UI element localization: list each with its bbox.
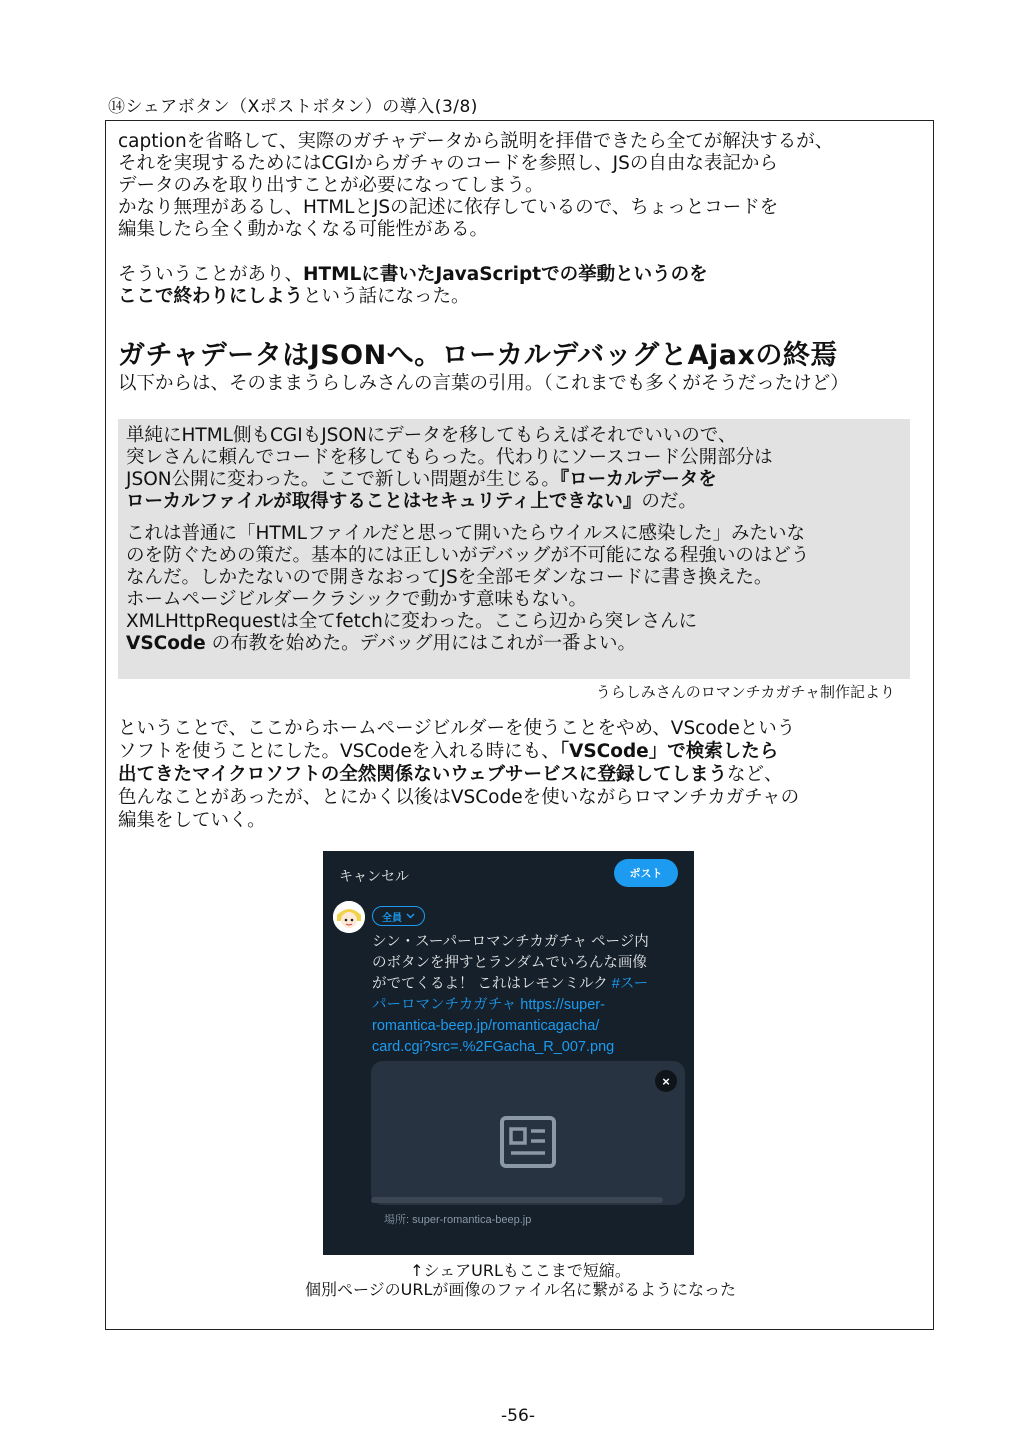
link-preview-card[interactable] <box>371 1061 685 1205</box>
quote-line: ホームページビルダークラシックで動かす意味もない。 <box>126 589 588 610</box>
conclusion-bold: HTMLに書いたJavaScriptでの挙動というのを <box>303 264 708 285</box>
section-heading: ガチャデータはJSONへ。ローカルデバッグとAjaxの終焉 <box>118 340 838 371</box>
intro-line: それを実現するためにはCGIからガチャのコードを参照し、JSの自由な表記から <box>118 153 778 174</box>
post-text-line: のボタンを押すとランダムでいろんな画像 <box>372 955 647 971</box>
card-title-bar <box>371 1197 663 1203</box>
quote-source: うらしみさんのロマンチカガチャ制作記より <box>595 683 895 701</box>
after-line: ということで、ここからホームページビルダーを使うことをやめ、VScodeという <box>118 718 796 739</box>
conclusion-tail: という話になった。 <box>303 286 470 307</box>
quote-line: のだ。 <box>641 491 697 512</box>
post-link-line[interactable]: card.cgi?src=.%2FGacha_R_007.png <box>372 1039 615 1055</box>
after-line: ソフトを使うことにした。VSCodeを入れる時にも、 <box>118 741 560 762</box>
quote-bold: VSCode <box>126 633 206 654</box>
after-bold: 出てきたマイクロソフトの全然関係ないウェブサービスに登録してしまう <box>118 764 728 785</box>
caption-line: ↑シェアURLもここまで短縮。 <box>410 1261 631 1280</box>
chevron-down-icon <box>406 911 415 922</box>
quote-bold: 『ローカルデータを <box>559 469 717 490</box>
page-number: -56- <box>501 1406 535 1426</box>
cancel-button[interactable]: キャンセル <box>339 868 409 884</box>
screenshot-caption <box>106 1261 935 1299</box>
card-domain: 場所: super-romantica-beep.jp <box>384 1214 532 1226</box>
quote-block <box>118 419 910 679</box>
intro-paragraph <box>118 131 918 241</box>
quote-line: のを防ぐための策だ。基本的には正しいがデバッグが不可能になる程強いのはどう <box>126 545 810 566</box>
post-text-line: シン・スーパーロマンチカガチャ ページ内 <box>372 934 649 950</box>
post-composer-screenshot <box>323 851 694 1255</box>
article-icon <box>499 1115 557 1174</box>
quote-line: 単純にHTML側もCGIもJSONにデータを移してもらえばそれでいいので、 <box>126 425 737 446</box>
after-line: 編集をしていく。 <box>118 810 266 831</box>
post-text-input[interactable] <box>372 932 684 1058</box>
intro-line: データのみを取り出すことが必要になってしまう。 <box>118 175 544 196</box>
post-link-line[interactable]: romantica-beep.jp/romanticagacha/ <box>372 1018 600 1034</box>
quote-line: の布教を始めた。デバッグ用にはこれが一番よい。 <box>205 633 636 654</box>
after-line: など、 <box>727 764 783 785</box>
conclusion-lead: そういうことがあり、 <box>118 264 304 285</box>
post-text-line: がでてくるよ！ これはレモンミルク <box>372 976 612 992</box>
intro-line: 編集したら全く動かなくなる可能性がある。 <box>118 219 489 240</box>
section-header: ⑭シェアボタン（Xポストボタン）の導入(3/8) <box>108 97 478 117</box>
post-button[interactable]: ポスト <box>614 859 678 887</box>
quote-line: 突レさんに頼んでコードを移してもらった。代わりにソースコード公開部分は <box>126 447 773 468</box>
after-bold: 「VSCode」で検索したら <box>559 741 779 762</box>
quote-line: JSON公開に変わった。ここで新しい問題が生じる。 <box>126 469 560 490</box>
intro-line: かなり無理があるし、HTMLとJSの記述に依存しているので、ちょっとコードを <box>118 197 779 218</box>
audience-label: 全員 <box>382 912 402 924</box>
after-line: 色んなことがあったが、とにかく以後はVSCodeを使いながらロマンチカガチャの <box>118 787 800 808</box>
close-icon[interactable]: × <box>655 1070 677 1092</box>
hashtag-link[interactable]: #スー <box>611 976 649 992</box>
subheading: 以下からは、そのままうらしみさんの言葉の引用。（これまでも多くがそうだったけど） <box>118 373 849 394</box>
quote-bold: ローカルファイルが取得することはセキュリティ上できない』 <box>126 491 642 512</box>
audience-selector[interactable] <box>372 906 425 926</box>
quote-line: なんだ。しかたないので開きなおってJSを全部モダンなコードに書き換えた。 <box>126 567 773 588</box>
conclusion-paragraph <box>118 264 918 308</box>
quote-line: これは普通に「HTMLファイルだと思って開いたらウイルスに感染した」みたいな <box>126 523 806 544</box>
quote-line: XMLHttpRequestは全てfetchに変わった。ここら辺から突レさんに <box>126 611 698 632</box>
intro-line: captionを省略して、実際のガチャデータから説明を拝借できたら全てが解決するが、 <box>118 131 834 152</box>
after-paragraph <box>118 717 918 832</box>
post-link-line[interactable]: パーロマンチカガチャ https://super- <box>372 997 605 1013</box>
avatar <box>333 901 365 933</box>
conclusion-bold: ここで終わりにしよう <box>118 286 304 307</box>
caption-line: 個別ページのURLが画像のファイル名に繋がるようになった <box>304 1280 737 1299</box>
